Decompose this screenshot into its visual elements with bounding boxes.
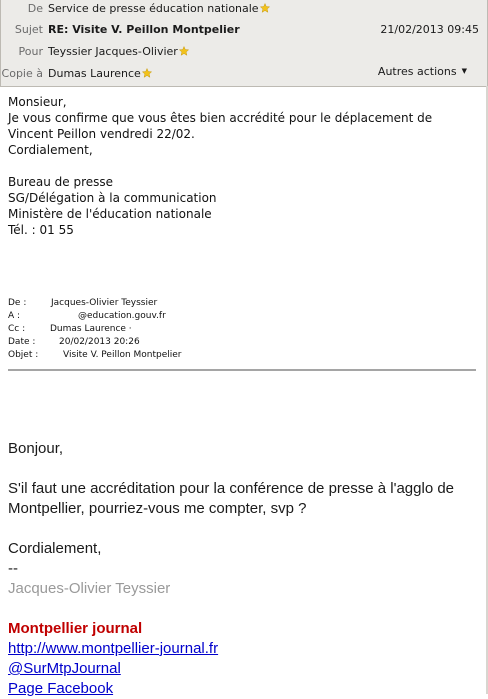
fwd-cc-value: Dumas Laurence · (50, 324, 132, 334)
signature-line: SG/Délégation à la communication (8, 191, 217, 205)
subject-value: RE: Visite V. Peillon Montpelier (48, 23, 240, 36)
original-closing: Cordialement, (8, 540, 102, 557)
original-message (8, 439, 478, 699)
reply-salutation: Monsieur, (8, 95, 67, 109)
message-date: 21/02/2013 09:45 (380, 23, 479, 36)
fwd-to-value: @education.gouv.fr (78, 311, 166, 321)
fwd-date-value: 20/02/2013 20:26 (59, 337, 140, 347)
star-icon[interactable] (179, 46, 189, 56)
cc-label: Copie à (1, 67, 43, 80)
subject-row (1, 20, 488, 40)
message-header (0, 0, 488, 87)
twitter-link[interactable]: @SurMtpJournal (8, 660, 121, 677)
more-actions-button[interactable]: Autres actions ▼ (377, 65, 467, 78)
website-link[interactable]: http://www.montpellier-journal.fr (8, 640, 219, 657)
signature-separator: -- (8, 560, 18, 577)
subject-label: Sujet (14, 23, 43, 36)
fwd-from-value: Jacques-Olivier Teyssier (51, 298, 158, 308)
chevron-down-icon: ▼ (461, 67, 467, 75)
fwd-date-label: Date : (8, 337, 36, 347)
signature-line: Bureau de presse (8, 175, 114, 189)
signature-line: Ministère de l'éducation nationale (8, 207, 212, 221)
fwd-cc-label: Cc : (8, 324, 26, 334)
star-icon[interactable] (142, 68, 152, 78)
fwd-from-label: De : (8, 298, 27, 308)
star-icon[interactable] (260, 3, 270, 13)
facebook-link[interactable]: Page Facebook (8, 680, 114, 697)
fwd-subject-value: Visite V. Peillon Montpelier (63, 350, 182, 360)
from-value[interactable]: Service de presse éducation nationale (48, 0, 270, 19)
divider (8, 369, 476, 371)
reply-body: Je vous confirme que vous êtes bien accrédité pour le déplacement de Vincent Peillon vendredi 22/02. (8, 111, 433, 141)
reply-text (8, 94, 478, 238)
cc-value[interactable]: Dumas Laurence (48, 64, 152, 84)
signature-phone: Tél. : 01 55 (8, 223, 74, 237)
message-body (0, 87, 488, 697)
reply-closing: Cordialement, (8, 143, 93, 157)
fwd-to-label: A : (8, 311, 21, 321)
original-body: S'il faut une accréditation pour la conférence de presse à l'agglo de Montpellier, pourriez-vous me compter, svp ? (8, 480, 455, 517)
greeting: Bonjour, (8, 440, 64, 457)
sender-name: Jacques-Olivier Teyssier (8, 580, 171, 597)
to-label: Pour (18, 45, 43, 58)
brand-name: Montpellier journal (8, 620, 143, 637)
from-label: De (27, 2, 43, 15)
fwd-subject-label: Objet : (8, 350, 39, 360)
to-value[interactable]: Teyssier Jacques-Olivier (48, 42, 189, 62)
